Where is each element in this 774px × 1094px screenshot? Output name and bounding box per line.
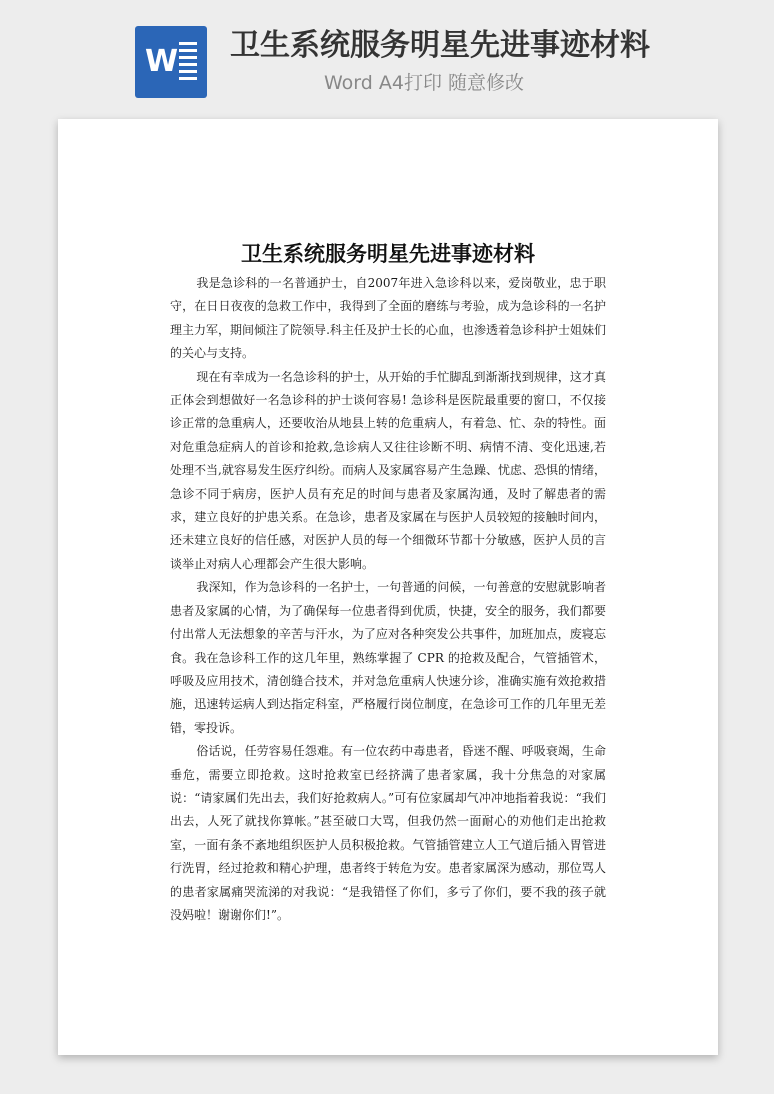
word-logo-letter: W xyxy=(145,44,179,79)
word-file-icon xyxy=(135,26,207,98)
document-page xyxy=(58,119,718,1055)
header-title: 卫生系统服务明星先进事迹材料 xyxy=(230,28,650,63)
document-body xyxy=(170,272,606,927)
paragraph: 我深知，作为急诊科的一名护士，一句普通的问候，一句善意的安慰就影响者患者及家属的心情，为了确保每一位患者得到优质，快捷，安全的服务，我们都要付出常人无法想象的辛苦与汗水，为了应对各种突发公共事件，加班加点，废寝忘食。我在急诊科工作的这几年里，熟练掌握了 CPR 的抢救及配合，气管插管术，呼吸及应用技术，清创缝合技术，并对急危重病人快速分诊，准确实施有效抢救措施，迅速转运病人到达指定科室，严格履行岗位制度，在急诊可工作的几年里无差错，零投诉。 xyxy=(170,580,606,735)
paragraph: 俗话说，任劳容易任怨难。有一位农药中毒患者，昏迷不醒、呼吸衰竭，生命垂危，需要立即抢救。这时抢救室已经挤满了患者家属，我十分焦急的对家属说：“请家属们先出去，我们好抢救病人。”可有位家属却气冲冲地指着我说：“我们出去，人死了就找你算帐。”甚至破口大骂，但我仍然一面耐心的劝他们走出抢救室，一面有条不紊地组织医护人员积极抢救。气管插管建立人工气道后插入胃管进行洗胃，经过抢救和精心护理，患者终于转危为安。患者家属深为感动，那位骂人的患者家属痛哭流涕的对我说：“是我错怪了你们，多亏了你们，要不我的孩子就没妈啦！谢谢你们!”。 xyxy=(170,744,606,922)
document-lines-icon xyxy=(179,42,197,84)
paragraph: 现在有幸成为一名急诊科的护士，从开始的手忙脚乱到渐渐找到规律，这才真正体会到想做好一名急诊科的护士谈何容易! 急诊科是医院最重要的窗口，不仅接诊正常的急重病人，还要收治从地县上转的危重病人，有着急、忙、杂的特性。面对危重急症病人的首诊和抢救,急诊病人又往往诊断不明、病情不清、变化迅速,若处理不当,就容易发生医疗纠纷。而病人及家属容易产生急躁、忧虑、恐惧的情绪，急诊不同于病房，医护人员有充足的时间与患者及家属沟通，及时了解患者的需求，建立良好的护患关系。在急诊，患者及家属在与医护人员较短的接触时间内，还未建立良好的信任感，对医护人员的每一个细微环节都十分敏感，医护人员的言谈举止对病人心理都会产生很大影响。 xyxy=(170,369,606,571)
document-title: 卫生系统服务明星先进事迹材料 xyxy=(241,241,535,266)
paragraph: 我是急诊科的一名普通护士，自2007年进入急诊科以来，爱岗敬业，忠于职守，在日日夜夜的急救工作中，我得到了全面的磨练与考验，成为急诊科的一名护理主力军，期间倾注了院领导.科主任及护士长的心血，也渗透着急诊科护士姐妹们的关心与支持。 xyxy=(170,276,606,361)
header xyxy=(0,0,774,110)
header-subtitle: Word A4打印 随意修改 xyxy=(324,72,525,94)
